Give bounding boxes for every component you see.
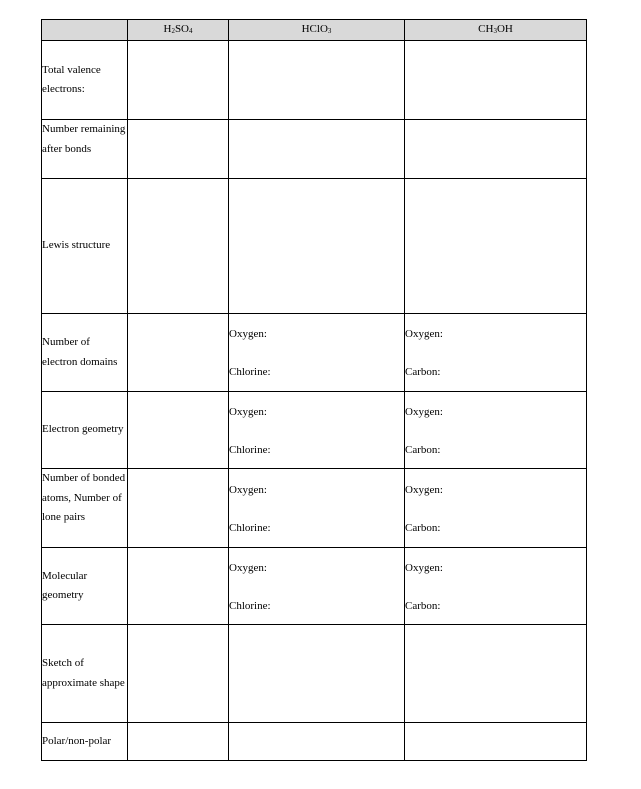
carbon-label: Carbon:: [405, 366, 441, 378]
answer-cell[interactable]: [128, 548, 229, 625]
row-molecular-geometry: [42, 548, 587, 625]
answer-cell[interactable]: [229, 179, 405, 314]
oxygen-label: Oxygen:: [405, 561, 443, 574]
answer-cell[interactable]: [405, 314, 587, 392]
answer-cell[interactable]: [128, 120, 229, 179]
row-label: Number of electron domains: [42, 314, 128, 392]
row-domains: [42, 314, 587, 392]
chlorine-label: Chlorine:: [229, 443, 271, 456]
worksheet-table: [41, 19, 587, 761]
row-label: Number of bonded atoms, Number of lone pairs: [42, 469, 128, 548]
row-total-valence: [42, 41, 587, 120]
row-label: Molecular geometry: [42, 548, 128, 625]
row-label: Sketch of approximate shape: [42, 625, 128, 723]
header-ch3oh: $CH_3OH$: [405, 20, 587, 41]
answer-cell[interactable]: [405, 179, 587, 314]
answer-cell[interactable]: [229, 469, 405, 548]
row-electron-geometry: [42, 392, 587, 469]
answer-cell[interactable]: [229, 120, 405, 179]
oxygen-label: Oxygen:: [229, 561, 267, 574]
header-row: [42, 20, 587, 41]
answer-cell[interactable]: [229, 41, 405, 120]
answer-cell[interactable]: [405, 548, 587, 625]
row-bonded-lone: [42, 469, 587, 548]
oxygen-label: Oxygen:: [405, 483, 443, 496]
answer-cell[interactable]: [229, 314, 405, 392]
answer-cell[interactable]: [405, 723, 587, 761]
answer-cell[interactable]: [128, 723, 229, 761]
row-polar: [42, 723, 587, 761]
carbon-label: Carbon:: [405, 443, 441, 456]
header-corner: [42, 20, 128, 41]
row-label: Number remaining after bonds: [42, 120, 128, 179]
answer-cell[interactable]: [128, 625, 229, 723]
header-h2so4: $H_2SO_4$: [128, 20, 229, 41]
answer-cell[interactable]: [128, 392, 229, 469]
answer-cell[interactable]: [128, 179, 229, 314]
row-label: Total valence electrons:: [42, 41, 128, 120]
carbon-label: Carbon:: [405, 599, 441, 612]
answer-cell[interactable]: [128, 469, 229, 548]
answer-cell[interactable]: [128, 41, 229, 120]
chlorine-label: Chlorine:: [229, 366, 271, 378]
oxygen-label: Oxygen:: [405, 405, 443, 418]
answer-cell[interactable]: [405, 120, 587, 179]
row-label: Electron geometry: [42, 392, 128, 469]
row-label: Lewis structure: [42, 179, 128, 314]
row-remaining: [42, 120, 587, 179]
answer-cell[interactable]: [405, 625, 587, 723]
answer-cell[interactable]: [405, 392, 587, 469]
answer-cell[interactable]: [128, 314, 229, 392]
carbon-label: Carbon:: [405, 521, 441, 534]
chlorine-label: Chlorine:: [229, 599, 271, 612]
answer-cell[interactable]: [229, 625, 405, 723]
answer-cell[interactable]: [229, 392, 405, 469]
row-label: Polar/non-polar: [42, 723, 128, 761]
chlorine-label: Chlorine:: [229, 521, 271, 534]
answer-cell[interactable]: [229, 723, 405, 761]
row-sketch: [42, 625, 587, 723]
answer-cell[interactable]: [229, 548, 405, 625]
row-lewis: [42, 179, 587, 314]
oxygen-label: Oxygen:: [229, 405, 267, 418]
oxygen-label: Oxygen:: [405, 328, 443, 340]
oxygen-label: Oxygen:: [229, 328, 267, 340]
answer-cell[interactable]: [405, 41, 587, 120]
header-hclo3: HClO$_3$: [229, 20, 405, 41]
oxygen-label: Oxygen:: [229, 483, 267, 496]
answer-cell[interactable]: [405, 469, 587, 548]
